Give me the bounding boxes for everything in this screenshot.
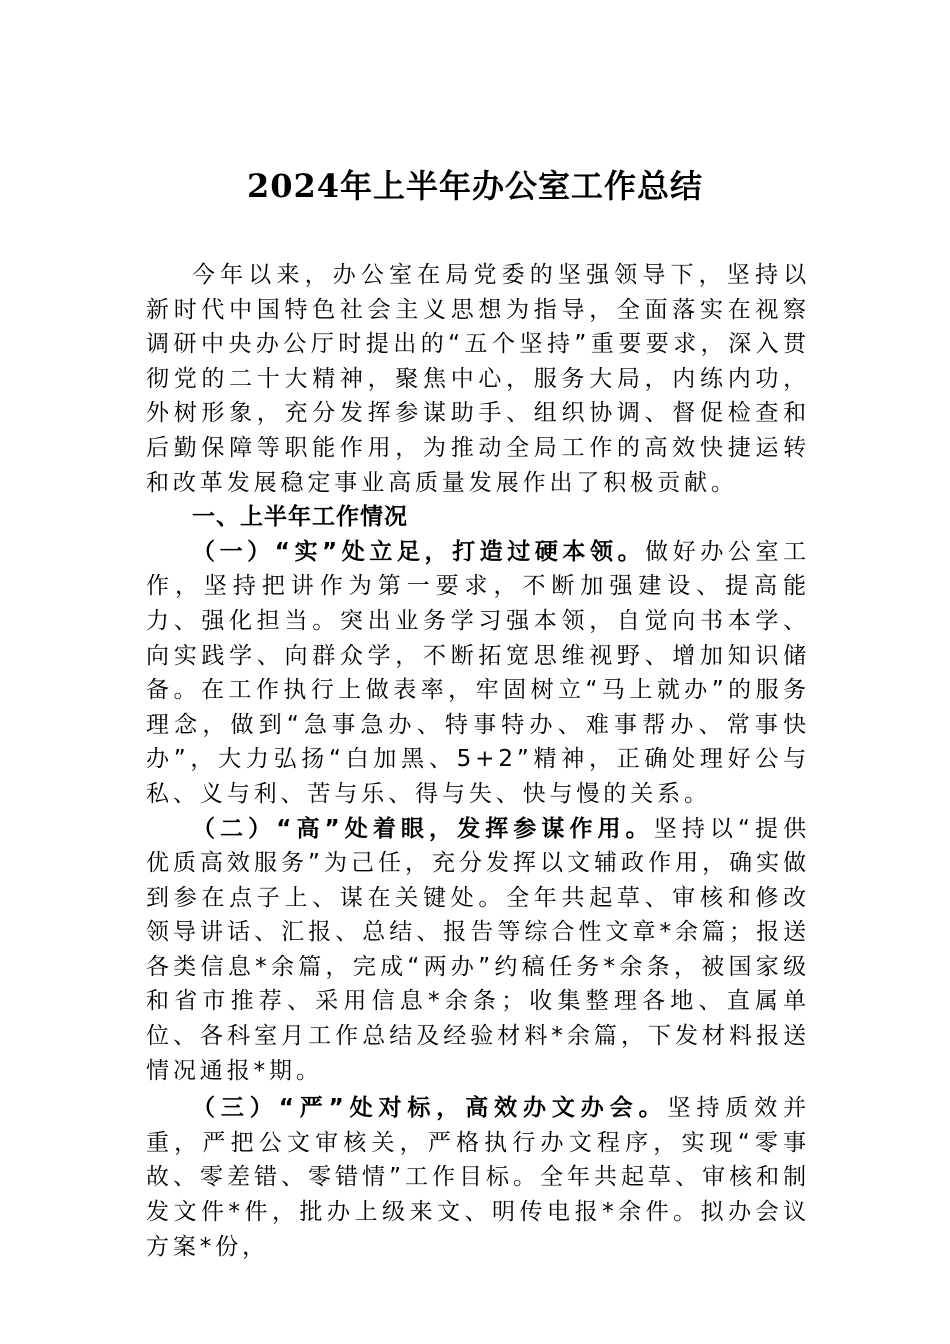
item-text: 坚持质效并重，严把公文审核关，严格执行办文程序，实现“零事故、零差错、零错情”工作目标。全年共起草、审核和制发文件*件，批办上级来文、明传电报*余件。拟办会议方案*份， [146, 1095, 810, 1260]
item-text: 做好办公室工作，坚持把讲作为第一要求，不断加强建设、提高能力、强化担当。突出业务学习强本领，自觉向书本学、向实践学、向群众学，不断拓宽思维视野、增加知识储备。在工作执行上做表率，牢固树立“马上就办”的服务理念，做到“急事急办、特事特办、难事帮办、常事快办”，大力弘扬“白加黑、5+2”精神，正确处理好公与私、义与利、苦与乐、得与失、快与慢的关系。 [146, 538, 810, 807]
intro-paragraph: 今年以来，办公室在局党委的坚强领导下，坚持以新时代中国特色社会主义思想为指导，全面落实在视察调研中央办公厅时提出的“五个坚持”重要要求，深入贯彻党的二十大精神，聚焦中心，服务大局，内练内功，外树形象，充分发挥参谋助手、组织协调、督促检查和后勤保障等职能作用，为推动全局工作的高效快捷运转和改革发展稳定事业高质量发展作出了积极贡献。 [146, 262, 810, 496]
item-paragraph-1 [146, 535, 810, 812]
item-paragraph-2 [146, 812, 810, 1089]
item-lead: （一）“实”处立足，打造过硬本领。 [192, 538, 646, 565]
document-body [146, 258, 810, 1264]
item-paragraph-3 [146, 1091, 810, 1264]
item-lead: （三）“严”处对标，高效办文办会。 [192, 1095, 668, 1122]
item-lead: （二）“高”处着眼，发挥参谋作用。 [192, 815, 654, 842]
item-text: 坚持以“提供优质高效服务”为己任，充分发挥以文辅政作用，确实做到参在点子上、谋在关键处。全年共起草、审核和修改领导讲话、汇报、总结、报告等综合性文章*余篇；报送各类信息*余篇，完成“两办”约稿任务*余条，被国家级和省市推荐、采用信息*余条；收集整理各地、直属单位、各科室月工作总结及经验材料*余篇，下发材料报送情况通报*期。 [146, 815, 810, 1084]
section-heading: 一、上半年工作情况 [192, 504, 408, 531]
document-title: 2024年上半年办公室工作总结 [246, 167, 704, 205]
